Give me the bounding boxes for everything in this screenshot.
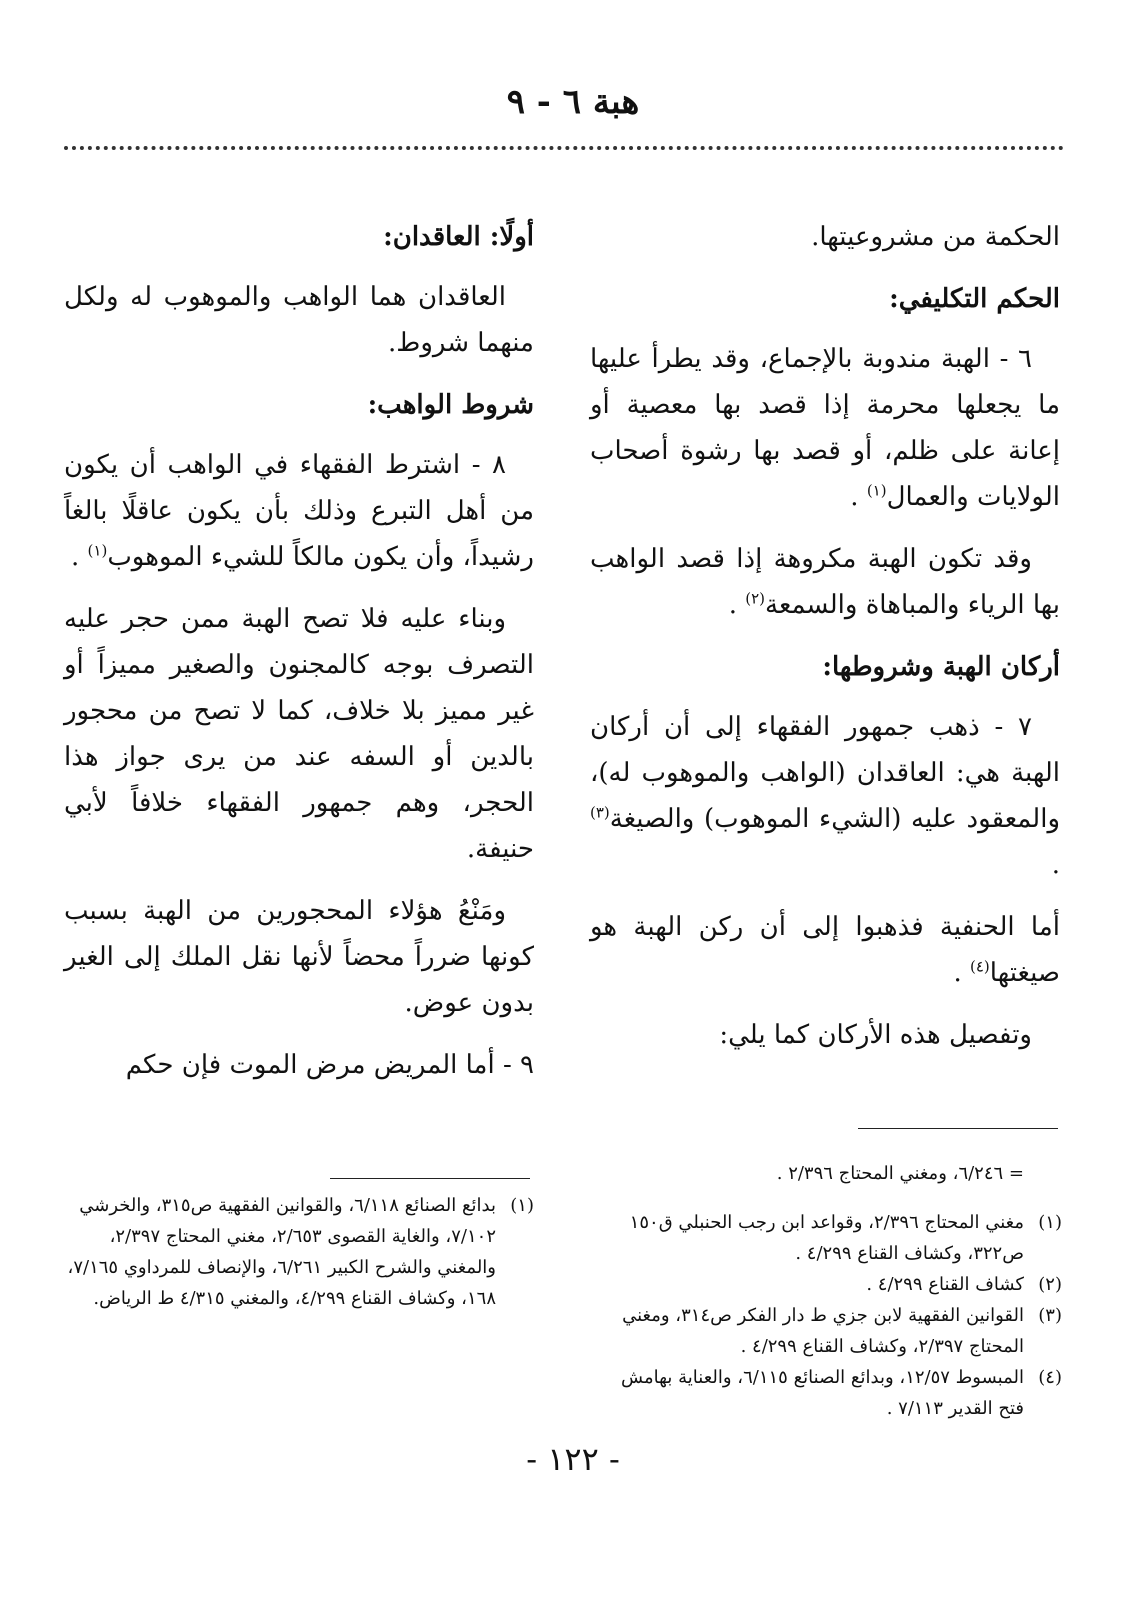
footnote-continuation: = ٦/٢٤٦، ومغني المحتاج ٢/٣٩٦ . [776,1163,1024,1184]
paragraph-text: وقد تكون الهبة مكروهة إذا قصد الواهب بها الرياء والمباهاة والسمعة [590,544,1060,620]
section-heading: شروط الواهب: [367,390,534,420]
paragraph: أما الحنفية فذهبوا إلى أن ركن الهبة هو صيغتها$^{(٤)}$ . [590,912,1060,988]
paragraph: ٨ - اشترط الفقهاء في الواهب أن يكون من أهل التبرع وذلك بأن يكون عاقلًا بالغاً رشيداً، وأن يكون مالكاً للشيء الموهوب$^{(١)}$ . [64,450,534,572]
page-header-title: هبة ٦ - ٩ [506,82,640,122]
paragraph: ٧ - ذهب جمهور الفقهاء إلى أن أركان الهبة هي: العاقدان (الواهب والموهوب له)، والمعقود عليه (الشيء الموهوب) والصيغة$^{(٣)}$ . [590,712,1060,880]
footnote-number: (٤) [1038,1367,1062,1388]
paragraph-text: أما الحنفية فذهبوا إلى أن ركن الهبة هو صيغتها [590,912,1060,988]
footnote [592,1269,1062,1300]
footnote-separator [330,1178,530,1179]
footnote-ref: (٢) [745,589,766,608]
paragraph: ٩ - أما المريض مرض الموت فإن حكم [125,1050,534,1080]
footnote-ref: (١) [87,541,108,560]
paragraph: ومَنْعُ هؤلاء المحجورين من الهبة بسبب كونها ضرراً محضاً لأنها نقل الملك إلى الغير بدون عوض. [64,896,534,1018]
paragraph-text: ٦ - الهبة مندوبة بالإجماع، وقد يطرأ عليها ما يجعلها محرمة إذا قصد بها معصية أو إعانة على ظلم، أو قصد بها رشوة أصحاب الولايات والعمال [590,344,1060,512]
header-dotted-rule [64,146,1064,150]
paragraph: ٦ - الهبة مندوبة بالإجماع، وقد يطرأ عليها ما يجعلها محرمة إذا قصد بها معصية أو إعانة على ظلم، أو قصد بها رشوة أصحاب الولايات والعمال$^{(١)}$ . [590,344,1060,512]
left-column [64,214,534,1104]
footnote-ref: (٣) [590,803,610,822]
footnote-number: (٣) [1038,1305,1062,1326]
paragraph-text: ٧ - ذهب جمهور الفقهاء إلى أن أركان الهبة هي: العاقدان (الواهب والموهوب له)، والمعقود عليه (الشيء الموهوب) والصيغة [590,712,1060,834]
footnote-text: القوانين الفقهية لابن جزي ط دار الفكر ص٣١٤، ومغني المحتاج ٢/٣٩٧، وكشاف القناع ٤/٢٩٩ . [622,1305,1024,1357]
paragraph-text: ٨ - اشترط الفقهاء في الواهب أن يكون من أهل التبرع وذلك بأن يكون عاقلًا بالغاً رشيداً، وأن يكون مالكاً للشيء الموهوب [64,450,534,572]
page-number: - ١٢٢ - [526,1440,620,1478]
footnote-number: (١) [1038,1212,1062,1233]
paragraph: الحكمة من مشروعيتها. [811,222,1060,252]
section-heading: الحكم التكليفي: [889,284,1060,314]
footnote-ref: (١) [866,481,887,500]
footnote-ref: (٤) [970,957,990,976]
paragraph: وبناء عليه فلا تصح الهبة ممن حجر عليه التصرف بوجه كالمجنون والصغير مميزاً أو غير مميز بلا خلاف، كما لا تصح من محجور بالدين أو السفه عند من يرى جواز هذا الحجر، وهم جمهور الفقهاء خلافاً لأبي حنيفة. [64,604,534,864]
footnote-text: بدائع الصنائع ٦/١١٨، والقوانين الفقهية ص٣١٥، والخرشي ٧/١٠٢، والغاية القصوى ٢/٦٥٣، مغني المحتاج ٢/٣٩٧، والمغني والشرح الكبير ٦/٢٦١، والإنصاف للمرداوي ٧/١٦٥، ١٦٨، وكشاف القناع ٤/٢٩٩، والمغني ٤/٣١٥ ط الرياض. [67,1195,496,1309]
footnote [592,1362,1062,1424]
footnote-text: المبسوط ١٢/٥٧، وبدائع الصنائع ٦/١١٥، والعناية بهامش فتح القدير ٧/١١٣ . [621,1367,1024,1419]
section-heading: أركان الهبة وشروطها: [822,652,1060,682]
footnote [64,1190,534,1314]
footnote [592,1300,1062,1362]
footnote-separator [858,1128,1058,1129]
footnote [592,1207,1062,1269]
paragraph: وقد تكون الهبة مكروهة إذا قصد الواهب بها الرياء والمباهاة والسمعة$^{(٢)}$ . [590,544,1060,620]
footnote-number: (٢) [1038,1274,1062,1295]
right-column [590,214,1060,1074]
footnote-number: (١) [510,1195,534,1216]
footnote-text: مغني المحتاج ٢/٣٩٦، وقواعد ابن رجب الحنبلي ق١٥٠ ص٣٢٢، وكشاف القناع ٤/٢٩٩ . [629,1212,1024,1264]
footnotes-left [64,1190,534,1314]
paragraph: وتفصيل هذه الأركان كما يلي: [719,1020,1032,1050]
footnotes-right [592,1140,1062,1424]
footnote-text: كشاف القناع ٤/٢٩٩ . [866,1274,1024,1295]
section-heading: أولًا: العاقدان: [383,222,534,252]
paragraph: العاقدان هما الواهب والموهوب له ولكل منهما شروط. [64,282,534,358]
